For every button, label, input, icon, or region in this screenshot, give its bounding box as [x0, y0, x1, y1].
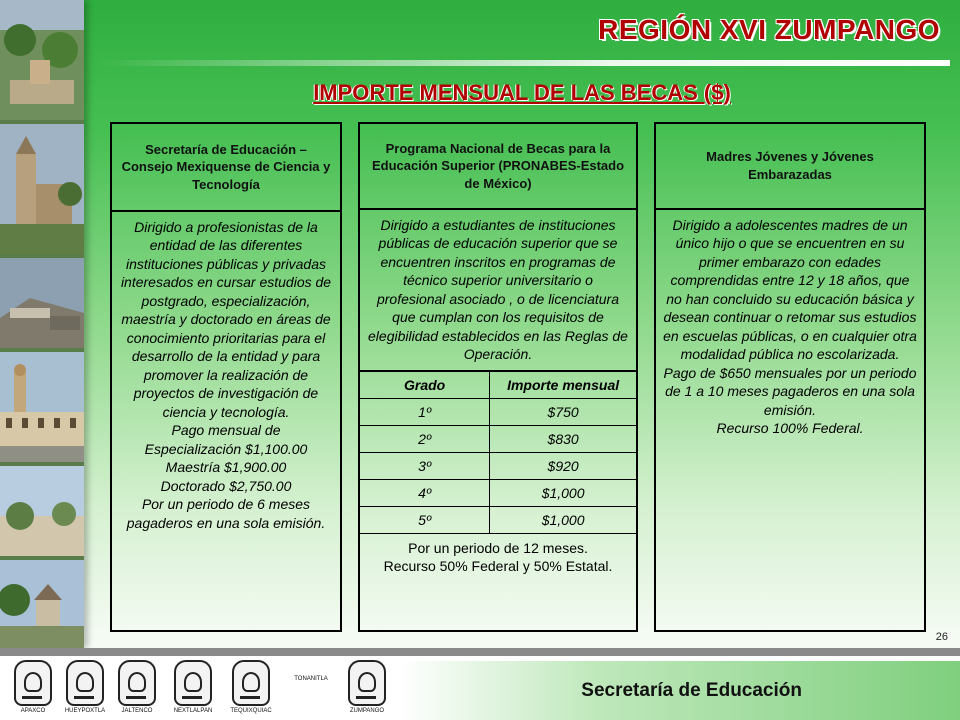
importe-column-header: Importe mensual: [490, 371, 636, 399]
jaltenco-label: JALTENCO: [121, 708, 153, 714]
table-row: [360, 506, 636, 533]
pronabes-header: Programa Nacional de Becas para la Educación Superior (PRONABES-Estado de México): [360, 124, 636, 210]
kiosk-photo: [0, 560, 84, 648]
table-row: [360, 398, 636, 425]
zumpango-logo: [342, 660, 392, 714]
importe-cell: $750: [490, 398, 636, 425]
pronabes-resource: Recurso 50% Federal y 50% Estatal.: [383, 557, 613, 574]
comecyt-description: Dirigido a profesionistas de la entidad de las diferentes instituciones públicas y privadas interesados en cursar estudios de postgrado, especialización, maestría y doctorado en áreas de conocimiento prioritarias para el desarrollo de la entidad y para promover la realización de proyectos de investigación de ciencia y tecnología.: [120, 219, 332, 420]
grado-cell: 5º: [360, 506, 490, 533]
nextlalpan-logo: [168, 660, 218, 714]
tequixquiac-logo: [226, 660, 276, 714]
palace-photo: [0, 352, 84, 462]
comecyt-payment-maestria: Maestría $1,900.00: [165, 459, 287, 476]
tonanitla-label: TONANITLA: [294, 676, 328, 682]
jaltenco-logo: [112, 660, 162, 714]
ruins-photo: [0, 258, 84, 348]
comecyt-payment-intro: Pago mensual de: [171, 422, 281, 439]
pronabes-table: [360, 370, 636, 533]
table-row: [360, 479, 636, 506]
grado-cell: 3º: [360, 452, 490, 479]
madres-header: Madres Jóvenes y Jóvenes Embarazadas: [656, 124, 924, 210]
title-divider: [98, 60, 950, 66]
tequixquiac-label: TEQUIXQUIAC: [230, 708, 272, 714]
comecyt-payment-especializacion: Especialización $1,100.00: [144, 440, 308, 457]
nextlalpan-glyph-icon: [174, 660, 212, 706]
page-number: 26: [935, 631, 948, 643]
nextlalpan-label: NEXTLALPAN: [173, 708, 213, 714]
park-photo: [0, 466, 84, 556]
tonanitla-logo: [286, 660, 336, 682]
zumpango-glyph-icon: [348, 660, 386, 706]
comecyt-period: Por un periodo de 6 meses pagaderos en una sola emisión.: [126, 496, 326, 531]
region-title: REGIÓN XVI ZUMPANGO: [598, 14, 940, 45]
importe-cell: $830: [490, 425, 636, 452]
madres-body: [656, 210, 924, 444]
grado-cell: 4º: [360, 479, 490, 506]
page-title: IMPORTE MENSUAL DE LAS BECAS ($): [313, 80, 731, 105]
table-header-row: [360, 371, 636, 399]
comecyt-payment-doctorado: Doctorado $2,750.00: [160, 477, 292, 494]
pronabes-footer: [360, 533, 636, 580]
pronabes-description: Dirigido a estudiantes de instituciones públicas de educación superior que se encuentren inscritos en programas de técnico superior universitario o profesional asociado , o de licenciatura que cumplan con los requisitos de elegibilidad establecidos en las Reglas de Operación.: [368, 217, 628, 363]
plaza-photo: [0, 0, 84, 120]
footer-divider: [0, 648, 960, 656]
tequixquiac-glyph-icon: [232, 660, 270, 706]
table-row: [360, 452, 636, 479]
madres-resource: Recurso 100% Federal.: [716, 420, 864, 437]
zumpango-label: ZUMPANGO: [349, 708, 385, 714]
madres-payment: Pago de $650 mensuales por un periodo de 1 a 10 meses pagaderos en una sola emisión.: [663, 364, 917, 418]
importe-cell: $920: [490, 452, 636, 479]
apaxco-glyph-icon: [14, 660, 52, 706]
apaxco-label: APAXCO: [20, 708, 46, 714]
hueypoxtla-glyph-icon: [66, 660, 104, 706]
grado-cell: 2º: [360, 425, 490, 452]
jaltenco-glyph-icon: [118, 660, 156, 706]
pronabes-panel: [358, 122, 638, 632]
hueypoxtla-label: HUEYPOXTLA: [64, 708, 106, 714]
apaxco-logo: [8, 660, 58, 714]
grado-cell: 1º: [360, 398, 490, 425]
comecyt-header: Secretaría de Educación – Consejo Mexiquense de Ciencia y Tecnología: [112, 124, 340, 212]
comecyt-panel: [110, 122, 342, 632]
hueypoxtla-logo: [60, 660, 110, 714]
comecyt-body: [112, 212, 340, 538]
photo-strip: [0, 0, 84, 648]
church-photo: [0, 124, 84, 254]
grado-column-header: Grado: [360, 371, 490, 399]
importe-cell: $1,000: [490, 479, 636, 506]
madres-panel: [654, 122, 926, 632]
municipality-logos: [8, 660, 398, 720]
secretaria-label: Secretaría de Educación: [581, 680, 802, 701]
pronabes-period: Por un periodo de 12 meses.: [408, 539, 588, 556]
madres-description: Dirigido a adolescentes madres de un único hijo o que se encuentren en su primer embarazo con edades comprendidas entre 12 y 18 años, que no han concluido su educación básica y desean continuar o retomar sus estudios en escuelas públicas, o en cualquier otra modalidad pública no escolarizada.: [663, 217, 917, 363]
importe-cell: $1,000: [490, 506, 636, 533]
table-row: [360, 425, 636, 452]
